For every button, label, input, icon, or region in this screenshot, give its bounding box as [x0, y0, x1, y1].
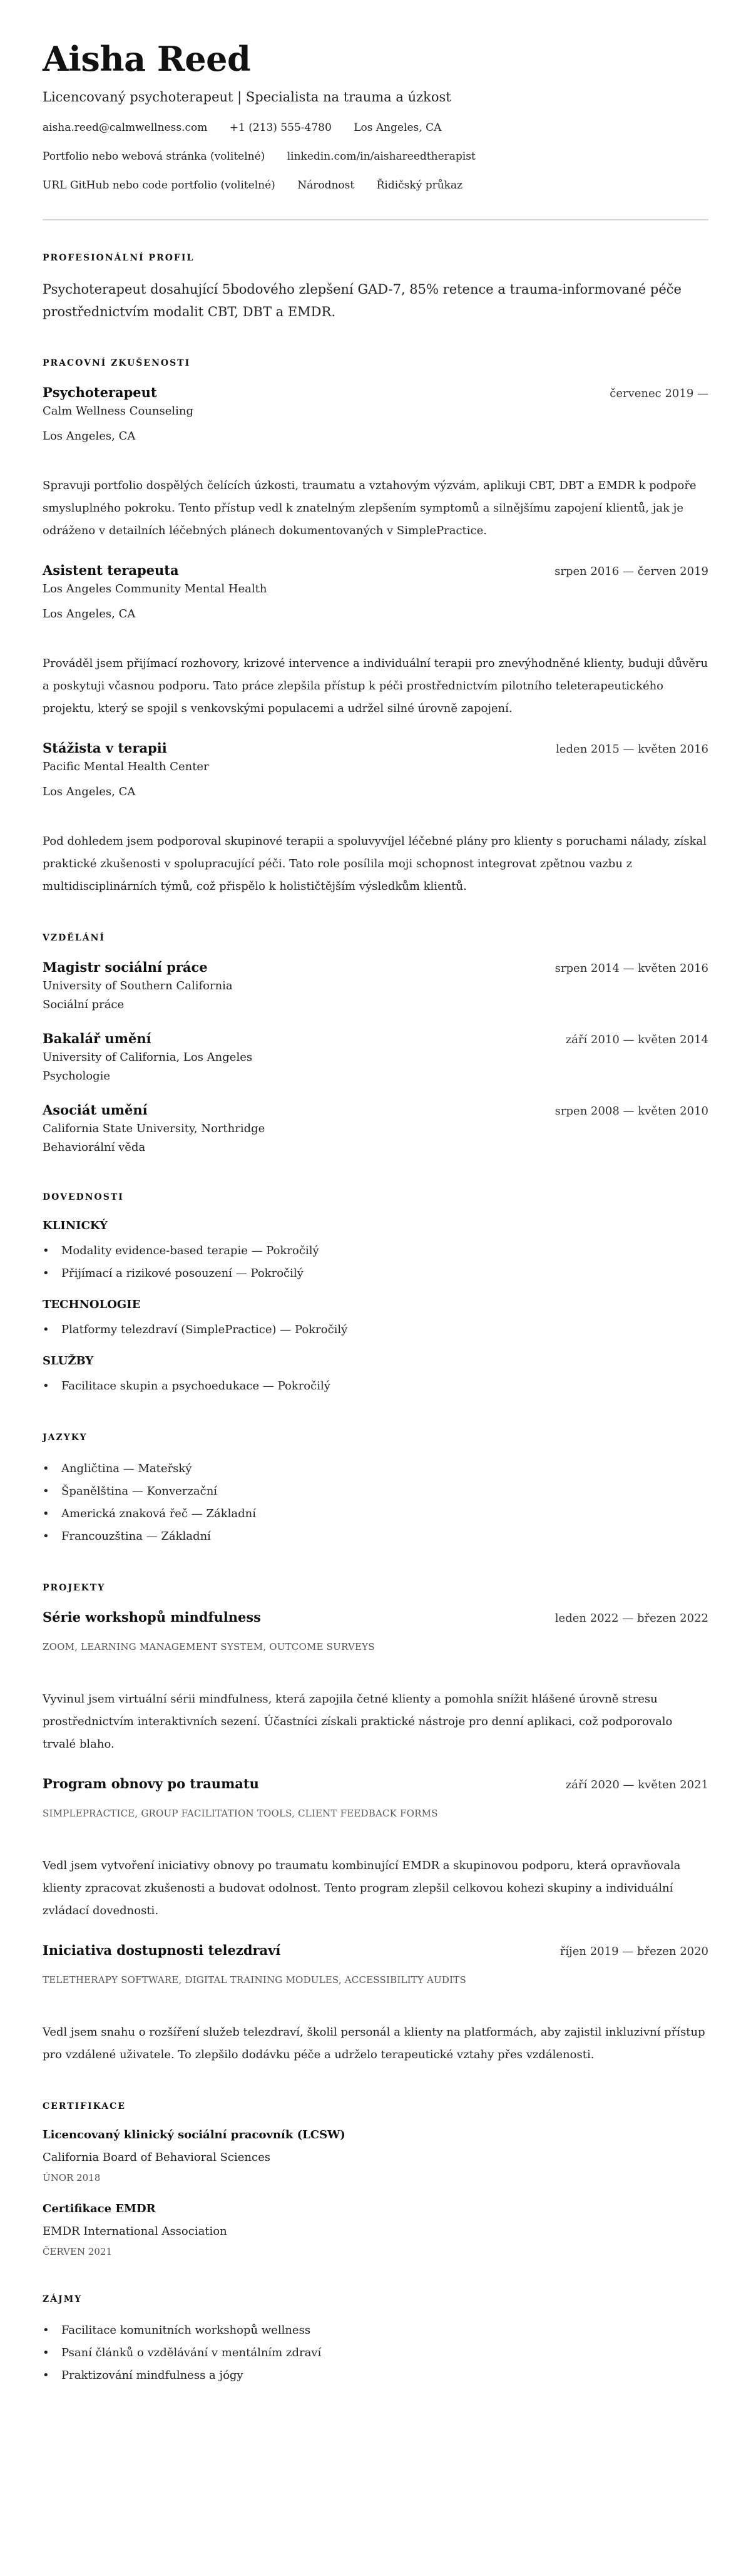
resume-header [43, 39, 708, 193]
entry-date: leden 2022 — březen 2022 [554, 1612, 708, 1625]
header-divider [43, 219, 708, 220]
project-entry [43, 1775, 708, 1922]
section-title: CERTIFIKACE [43, 2101, 126, 2111]
profile-section [43, 252, 708, 323]
certification-name: Certifikace EMDR [43, 2202, 156, 2215]
skill-group-title: TECHNOLOGIE [43, 1298, 141, 1311]
company: Pacific Mental Health Center [43, 760, 209, 773]
certification-date: ÚNOR 2018 [43, 2172, 101, 2183]
interest-item: • Psaní článků o vzdělávání v mentálním zdraví [43, 2342, 708, 2364]
project-description: Vedl jsem snahu o rozšíření služeb telezdraví, školil personál a klienty na platformách, aby zajistil inkluzivní přístup pro vzdálené uživatele. To zlepšilo dodávku péče a udrželo terapeutické vztahy přes vzdálenosti. [43, 2026, 705, 2061]
headline: Licencovaný psychoterapeut | Specialista na trauma a úzkost [43, 90, 451, 105]
company: Calm Wellness Counseling [43, 404, 194, 418]
school: California State University, Northridge [43, 1122, 265, 1135]
skill-item: • Platformy telezdraví (SimplePractice) — Pokročilý [43, 1319, 708, 1341]
project-technologies: TELETHERAPY SOFTWARE, DIGITAL TRAINING MODULES, ACCESSIBILITY AUDITS [43, 1974, 466, 1986]
skill-item: • Facilitace skupin a psychoedukace — Pokročilý [43, 1375, 708, 1398]
project-technologies: SIMPLEPRACTICE, GROUP FACILITATION TOOLS, CLIENT FEEDBACK FORMS [43, 1808, 438, 1819]
certification-entry [43, 2200, 708, 2259]
project-description: Vyvinul jsem virtuální sérii mindfulness, která zapojila četné klienty a pomohla snížit hlášené úrovně stresu prostřednictvím interaktivních sezení. Účastníci získali praktické nástroje pro denní aplikaci, což podporovalo trvalé blaho. [43, 1692, 673, 1751]
section-title: JAZYKY [43, 1433, 88, 1443]
skills-section [43, 1191, 708, 1398]
location: Los Angeles, CA [354, 121, 442, 134]
job-title: Asistent terapeuta [43, 562, 179, 578]
project-title: Série workshopů mindfulness [43, 1609, 262, 1625]
entry-date: září 2010 — květen 2014 [565, 1033, 708, 1046]
certification-entry [43, 2126, 708, 2185]
entry-date: červenec 2019 — [610, 387, 708, 400]
interest-item: • Praktizování mindfulness a jógy [43, 2364, 708, 2387]
skill-group-title: KLINICKÝ [43, 1219, 108, 1232]
school: University of Southern California [43, 979, 233, 992]
section-title: VZDĚLÁNÍ [43, 933, 105, 943]
github-placeholder: URL GitHub nebo code portfolio (volitelné) [43, 179, 275, 192]
entry-header [43, 1101, 708, 1120]
entry-header [43, 1029, 708, 1048]
drivers-license: Řidičský průkaz [376, 179, 463, 192]
entry-header [43, 1941, 708, 1960]
job-location: Los Angeles, CA [43, 607, 136, 621]
education-entry [43, 1101, 708, 1157]
field-of-study: Sociální práce [43, 998, 125, 1011]
skill-list [43, 1319, 708, 1341]
languages-section [43, 1431, 708, 1548]
portfolio-placeholder: Portfolio nebo webová stránka (volitelné) [43, 150, 265, 163]
degree: Asociát umění [43, 1102, 148, 1118]
section-title: PROFESIONÁLNÍ PROFIL [43, 253, 195, 263]
project-title: Program obnovy po traumatu [43, 1776, 259, 1791]
school: University of California, Los Angeles [43, 1051, 253, 1064]
languages-list [43, 1458, 708, 1548]
education-entry [43, 1029, 708, 1086]
job-description: Prováděl jsem přijímací rozhovory, krizové intervence a individuální terapii pro znevýhodněné klienty, buduji důvěru a poskytuji včasnou podporu. Tato práce zlepšila přístup k péči prostřednictvím pilotního teleterapeutického projektu, který se spojil s venkovskými populacemi a udržel silné úrovně zapojení. [43, 657, 708, 715]
education-entry [43, 958, 708, 1014]
experience-entry [43, 383, 708, 542]
field-of-study: Psychologie [43, 1069, 111, 1083]
entry-date: srpen 2008 — květen 2010 [554, 1105, 708, 1118]
experience-entry [43, 739, 708, 898]
skill-group-title: SLUŽBY [43, 1354, 94, 1368]
interest-item: • Facilitace komunitních workshopů wellness [43, 2319, 708, 2342]
degree: Magistr sociální práce [43, 959, 208, 975]
projects-section [43, 1582, 708, 2066]
language-item: • Angličtina — Mateřský [43, 1458, 708, 1480]
nationality: Národnost [297, 179, 355, 192]
entry-date: srpen 2016 — červen 2019 [554, 565, 708, 578]
company: Los Angeles Community Mental Health [43, 582, 267, 595]
certifications-section [43, 2100, 708, 2259]
entry-date: leden 2015 — květen 2016 [556, 743, 708, 756]
job-location: Los Angeles, CA [43, 785, 136, 798]
entry-header [43, 1608, 708, 1627]
skill-list [43, 1375, 708, 1398]
language-item: • Španělština — Konverzační [43, 1480, 708, 1503]
certification-issuer: EMDR International Association [43, 2225, 227, 2238]
entry-date: říjen 2019 — březen 2020 [559, 1945, 708, 1958]
skill-item: • Modality evidence-based terapie — Pokročilý [43, 1240, 708, 1262]
entry-header [43, 739, 708, 758]
project-technologies: ZOOM, LEARNING MANAGEMENT SYSTEM, OUTCOME SURVEYS [43, 1641, 375, 1652]
certification-date: ČERVEN 2021 [43, 2246, 113, 2257]
job-description: Spravuji portfolio dospělých čelících úzkosti, traumatu a vztahovým výzvám, aplikuji CBT, DBT a EMDR k podpoře smysluplného pokroku. Tento přístup vedl k znatelným zlepšením symptomů a silnějšímu zapojení klientů, jak je odráženo v detailních léčebných plánech dokumentovaných v SimplePractice. [43, 479, 697, 537]
entry-header [43, 1775, 708, 1793]
degree: Bakalář umění [43, 1031, 151, 1046]
job-title: Psychoterapeut [43, 384, 157, 400]
job-description: Pod dohledem jsem podporoval skupinové terapii a spoluvyvíjel léčebné plány pro klienty s poruchami nálady, získal praktické zkušenosti v spolupracující péči. Tato role posílila moji schopnost integrovat zpětnou vazbu z multidisciplinárních týmů, což přispělo k holističtějším výsledkům klientů. [43, 835, 707, 893]
skill-list [43, 1240, 708, 1285]
job-title: Stážista v terapii [43, 740, 167, 756]
contact-row [43, 178, 708, 193]
entry-date: srpen 2014 — květen 2016 [554, 962, 708, 975]
section-title: DOVEDNOSTI [43, 1192, 124, 1202]
certification-issuer: California Board of Behavioral Sciences [43, 2151, 270, 2164]
section-title: PROJEKTY [43, 1583, 106, 1593]
interests-list [43, 2319, 708, 2387]
certification-name: Licencovaný klinický sociální pracovník (LCSW) [43, 2128, 345, 2141]
experience-entry [43, 561, 708, 720]
language-item: • Americká znaková řeč — Základní [43, 1503, 708, 1525]
project-entry [43, 1608, 708, 1756]
contact-row [43, 149, 708, 164]
entry-header [43, 958, 708, 977]
phone: +1 (213) 555-4780 [229, 121, 332, 134]
entry-header [43, 561, 708, 580]
section-title: ZÁJMY [43, 2294, 83, 2304]
field-of-study: Behaviorální věda [43, 1141, 146, 1154]
job-location: Los Angeles, CA [43, 430, 136, 443]
contact-row [43, 120, 708, 135]
entry-date: září 2020 — květen 2021 [565, 1778, 708, 1791]
language-item: • Francouzština — Základní [43, 1525, 708, 1548]
project-description: Vedl jsem vytvoření iniciativy obnovy po traumatu kombinující EMDR a skupinovou podporu, která opravňovala klienty zpracovat zkušenosti a budovat odolnost. Tento program zlepšil celkovou kohezi skupiny a individuální zvládací dovednosti. [43, 1859, 681, 1917]
email-link[interactable]: aisha.reed@calmwellness.com [43, 121, 208, 134]
candidate-name: Aisha Reed [43, 39, 251, 79]
entry-header [43, 383, 708, 402]
interests-section [43, 2293, 708, 2387]
linkedin-link[interactable]: linkedin.com/in/aishareedtherapist [287, 150, 476, 163]
education-section [43, 932, 708, 1157]
section-title: PRACOVNÍ ZKUŠENOSTI [43, 358, 191, 368]
project-title: Iniciativa dostupnosti telezdraví [43, 1942, 281, 1958]
project-entry [43, 1941, 708, 2066]
experience-section [43, 357, 708, 898]
profile-summary: Psychoterapeut dosahující 5bodového zlepšení GAD-7, 85% retence a trauma-informované péče prostřednictvím modalit CBT, DBT a EMDR. [43, 282, 682, 319]
skill-item: • Přijímací a rizikové posouzení — Pokročilý [43, 1262, 708, 1285]
